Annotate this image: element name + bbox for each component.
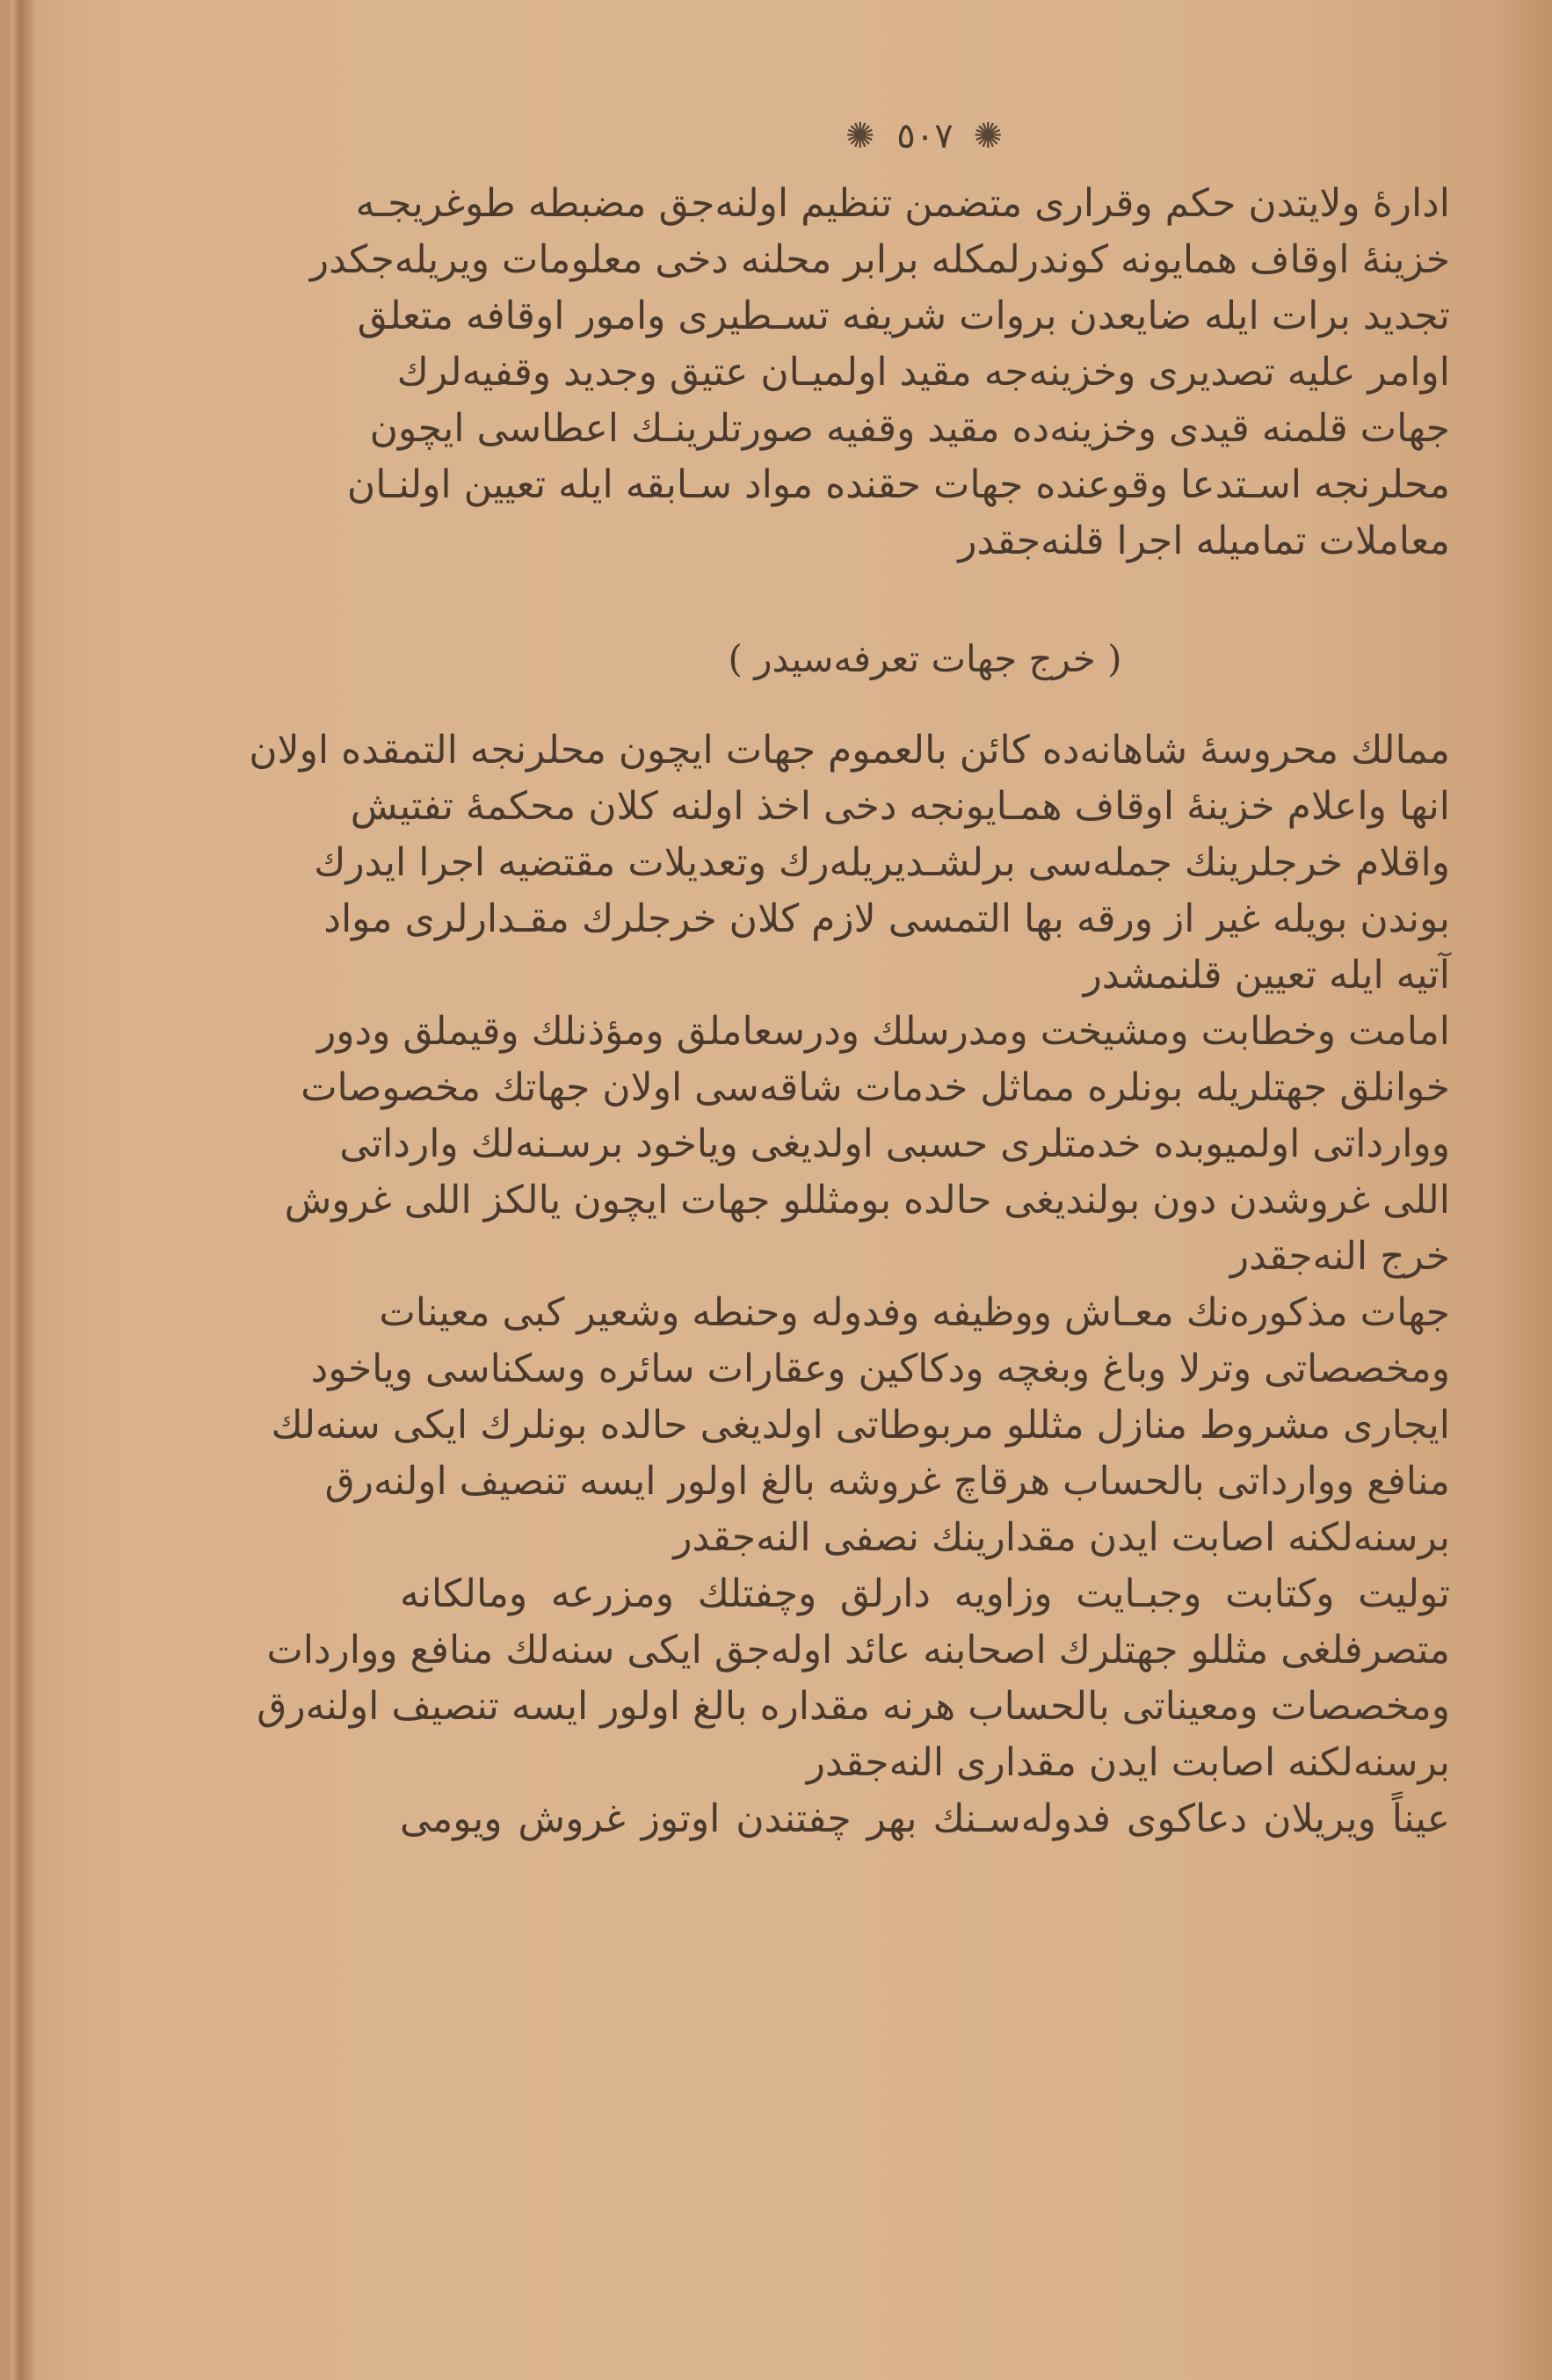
- text-line: معاملات تماميله اجرا قلنه‌جقدر: [958, 519, 1450, 563]
- paragraph-2: [284, 1004, 1450, 1285]
- text-line: انها واعلام خزینهٔ اوقاف همـایونجه دخی اخذ اولنه کلان محکمهٔ تفتیش: [350, 784, 1450, 829]
- text-line: برسنه‌لکنه اصابت ایدن مقدارینك نصفی النه‌جقدر: [673, 1515, 1450, 1560]
- text-line: برسنه‌لکنه اصابت ایدن مقداری النه‌جقدر: [806, 1740, 1450, 1785]
- paragraph-3: [271, 1285, 1450, 1566]
- paragraph-1: [249, 722, 1450, 1004]
- text-line: ومخصصاتی وترلا وباغ وبغچه ودکاکین وعقارات سائره وسکناسی ویاخود: [310, 1346, 1450, 1391]
- page-number: ٥٠٧: [896, 116, 954, 156]
- text-line: جهات مذکوره‌نك معـاش ووظیفه وفدوله وحنطه وشعیر کبی معینات: [379, 1290, 1450, 1335]
- text-line: عیناً ویریلان دعاکوی فدوله‌سـنك بهر چفتندن اوتوز غروش ویومی: [400, 1796, 1450, 1841]
- text-line: خزینهٔ اوقاف همایونه کوندرلمکله برابر محلنه دخی معلومات ویریله‌جکدر: [309, 237, 1450, 282]
- text-line: تجدید برات ایله ضایعدن بروات شریفه تسـطیری وامور اوقافه متعلق: [357, 294, 1450, 338]
- document-page: [249, 105, 1450, 1847]
- text-line: واقلام خرجلرینك جمله‌سی برلشـدیریله‌رك وتعدیلات مقتضیه اجرا ایدرك: [314, 840, 1450, 885]
- text-line: ممالك محروسهٔ شاهانه‌ده كائن بالعموم جهات ایچون محلرنجه التمقده اولان: [249, 728, 1450, 773]
- book-spine-shadow: [12, 0, 35, 2380]
- text-line: امامت وخطابت ومشیخت ومدرسلك ودرسعاملق ومؤذنلك وقیملق ودور: [317, 1009, 1450, 1054]
- text-line: ووارداتی اولمیوبده خدمتلری حسبی اولدیغی ویاخود برسـنه‌لك وارداتی: [339, 1121, 1450, 1166]
- ornament-right-icon: ✺: [973, 116, 1004, 156]
- text-line: تولیت وکتابت وجبـایت وزاویه دارلق وچفتلك ومزرعه ومالکانه: [400, 1571, 1450, 1616]
- page-right-shade: [1499, 0, 1552, 2380]
- text-line: محلرنجه اسـتدعا وقوعنده جهات حقنده مواد سـابقه ایله تعیین اولنـان: [346, 462, 1450, 507]
- text-line: خرج النه‌جقدر: [1229, 1234, 1450, 1279]
- text-line: ایجاری مشروط منازل مثللو مربوطاتی اولدیغی حالده بونلرك ایکی سنه‌لك: [271, 1403, 1450, 1448]
- text-line: منافع ووارداتی بالحساب هرقاچ غروشه بالغ اولور ایسه تنصیف اولنه‌رق: [324, 1459, 1450, 1504]
- section-title: ( خرج جهات تعرفه‌سیدر ): [728, 637, 1122, 680]
- text-line: اوامر علیه تصدیری وخزینه‌جه مقید اولمیـان عتیق وجدید وقفیه‌لرك: [396, 350, 1450, 395]
- paragraph-4: [257, 1566, 1450, 1791]
- text-line: ومخصصات ومعیناتی بالحساب هرنه مقداره بالغ اولور ایسه تنصیف اولنه‌رق: [257, 1684, 1450, 1729]
- ornament-left-icon: ✺: [845, 116, 877, 156]
- text-line: آتیه ایله تعیین قلنمشدر: [1083, 953, 1450, 998]
- intro-paragraph: [309, 176, 1450, 570]
- text-line: متصرفلغی مثللو جهتلرك اصحابنه عائد اوله‌جق ایکی سنه‌لك منافع وواردات: [266, 1628, 1450, 1673]
- text-line: اللی غروشدن دون بولندیغی حالده بومثللو جهات ایچون یالکز اللی غروش: [284, 1178, 1450, 1223]
- paragraph-5: [400, 1791, 1450, 1847]
- page-edge: [0, 0, 11, 2380]
- text-line: بوندن بویله غیر از ورقه بها التمسی لازم کلان خرجلرك مقـدارلری مواد: [323, 896, 1450, 941]
- text-line: خوانلق جهتلریله بونلره مماثل خدمات شاقه‌سی اولان جهاتك مخصوصات: [301, 1065, 1450, 1110]
- page-header: [400, 105, 1450, 167]
- text-line: ادارهٔ ولایتدن حکم وقراری متضمن تنظیم اولنه‌جق مضبطه طوغریجـه: [355, 181, 1450, 226]
- text-line: جهات قلمنه قیدی وخزینه‌ده مقید وقفیه صورتلرینـك اعطاسی ایچون: [369, 406, 1450, 451]
